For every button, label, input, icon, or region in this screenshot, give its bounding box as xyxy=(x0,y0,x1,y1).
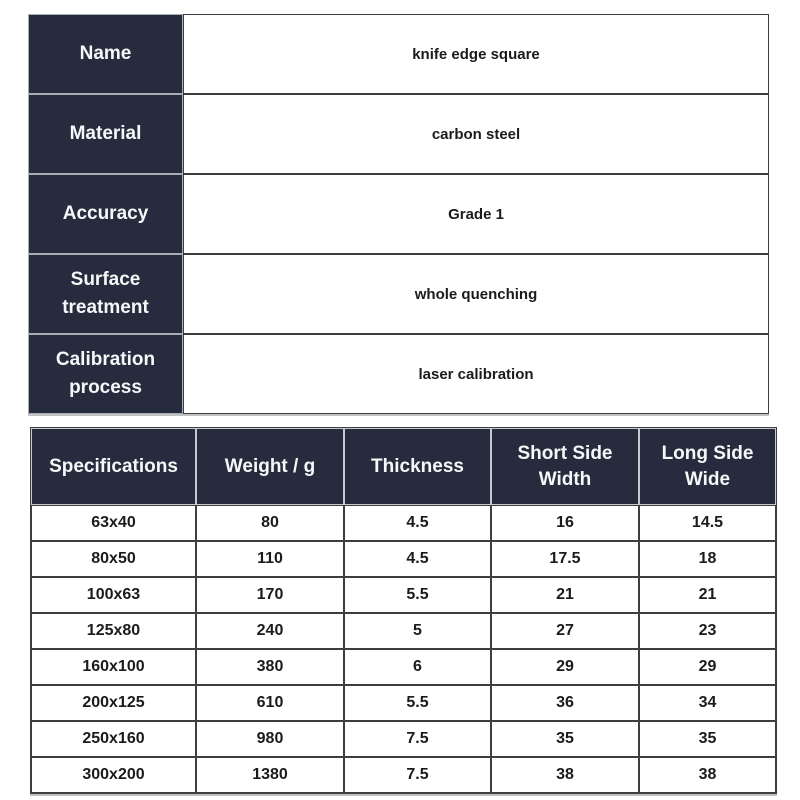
specifications-table xyxy=(30,427,777,794)
spec-cell: 21 xyxy=(491,577,639,613)
spec-header-thickness: Thickness xyxy=(344,428,491,505)
info-label-calibration-process: Calibration process xyxy=(28,334,183,414)
info-value-name: knife edge square xyxy=(183,14,769,94)
spec-cell: 4.5 xyxy=(344,541,491,577)
spec-cell: 7.5 xyxy=(344,757,491,793)
spec-row xyxy=(31,613,776,649)
spec-cell: 34 xyxy=(639,685,776,721)
spec-cell: 250x160 xyxy=(31,721,196,757)
spec-cell: 5 xyxy=(344,613,491,649)
info-value-calibration-process: laser calibration xyxy=(183,334,769,414)
info-row-accuracy xyxy=(28,174,769,254)
spec-cell: 80x50 xyxy=(31,541,196,577)
info-row-calibration-process xyxy=(28,334,769,414)
spec-cell: 29 xyxy=(639,649,776,685)
spec-row xyxy=(31,505,776,541)
spec-cell: 17.5 xyxy=(491,541,639,577)
spec-cell: 38 xyxy=(491,757,639,793)
spec-cell: 240 xyxy=(196,613,344,649)
info-label-material: Material xyxy=(28,94,183,174)
spec-header-specifications: Specifications xyxy=(31,428,196,505)
spec-cell: 160x100 xyxy=(31,649,196,685)
spec-cell: 18 xyxy=(639,541,776,577)
spec-header-row xyxy=(31,428,776,505)
spec-cell: 100x63 xyxy=(31,577,196,613)
spec-cell: 300x200 xyxy=(31,757,196,793)
spec-cell: 5.5 xyxy=(344,685,491,721)
spec-cell: 38 xyxy=(639,757,776,793)
spec-cell: 16 xyxy=(491,505,639,541)
spec-cell: 29 xyxy=(491,649,639,685)
spec-cell: 80 xyxy=(196,505,344,541)
spec-cell: 7.5 xyxy=(344,721,491,757)
spec-cell: 4.5 xyxy=(344,505,491,541)
spec-cell: 110 xyxy=(196,541,344,577)
spec-cell: 27 xyxy=(491,613,639,649)
info-row-name xyxy=(28,14,769,94)
info-label-name: Name xyxy=(28,14,183,94)
spec-cell: 35 xyxy=(639,721,776,757)
spec-header-long-side-wide: Long Side Wide xyxy=(639,428,776,505)
info-label-surface-treatment: Surface treatment xyxy=(28,254,183,334)
info-value-surface-treatment: whole quenching xyxy=(183,254,769,334)
spec-cell: 36 xyxy=(491,685,639,721)
spec-cell: 200x125 xyxy=(31,685,196,721)
spec-cell: 5.5 xyxy=(344,577,491,613)
spec-row xyxy=(31,721,776,757)
spec-row xyxy=(31,541,776,577)
spec-row xyxy=(31,685,776,721)
spec-cell: 170 xyxy=(196,577,344,613)
spec-cell: 6 xyxy=(344,649,491,685)
spec-cell: 125x80 xyxy=(31,613,196,649)
spec-cell: 35 xyxy=(491,721,639,757)
spec-row xyxy=(31,649,776,685)
spec-header-weight: Weight / g xyxy=(196,428,344,505)
info-label-accuracy: Accuracy xyxy=(28,174,183,254)
spec-row xyxy=(31,757,776,793)
spec-cell: 980 xyxy=(196,721,344,757)
spec-cell: 63x40 xyxy=(31,505,196,541)
spec-cell: 1380 xyxy=(196,757,344,793)
spec-cell: 14.5 xyxy=(639,505,776,541)
info-row-material xyxy=(28,94,769,174)
spec-cell: 610 xyxy=(196,685,344,721)
info-row-surface-treatment xyxy=(28,254,769,334)
spec-header-short-side-width: Short Side Width xyxy=(491,428,639,505)
spec-cell: 21 xyxy=(639,577,776,613)
spec-cell: 380 xyxy=(196,649,344,685)
info-value-material: carbon steel xyxy=(183,94,769,174)
info-value-accuracy: Grade 1 xyxy=(183,174,769,254)
spec-row xyxy=(31,577,776,613)
spec-cell: 23 xyxy=(639,613,776,649)
product-info-table xyxy=(28,14,769,414)
